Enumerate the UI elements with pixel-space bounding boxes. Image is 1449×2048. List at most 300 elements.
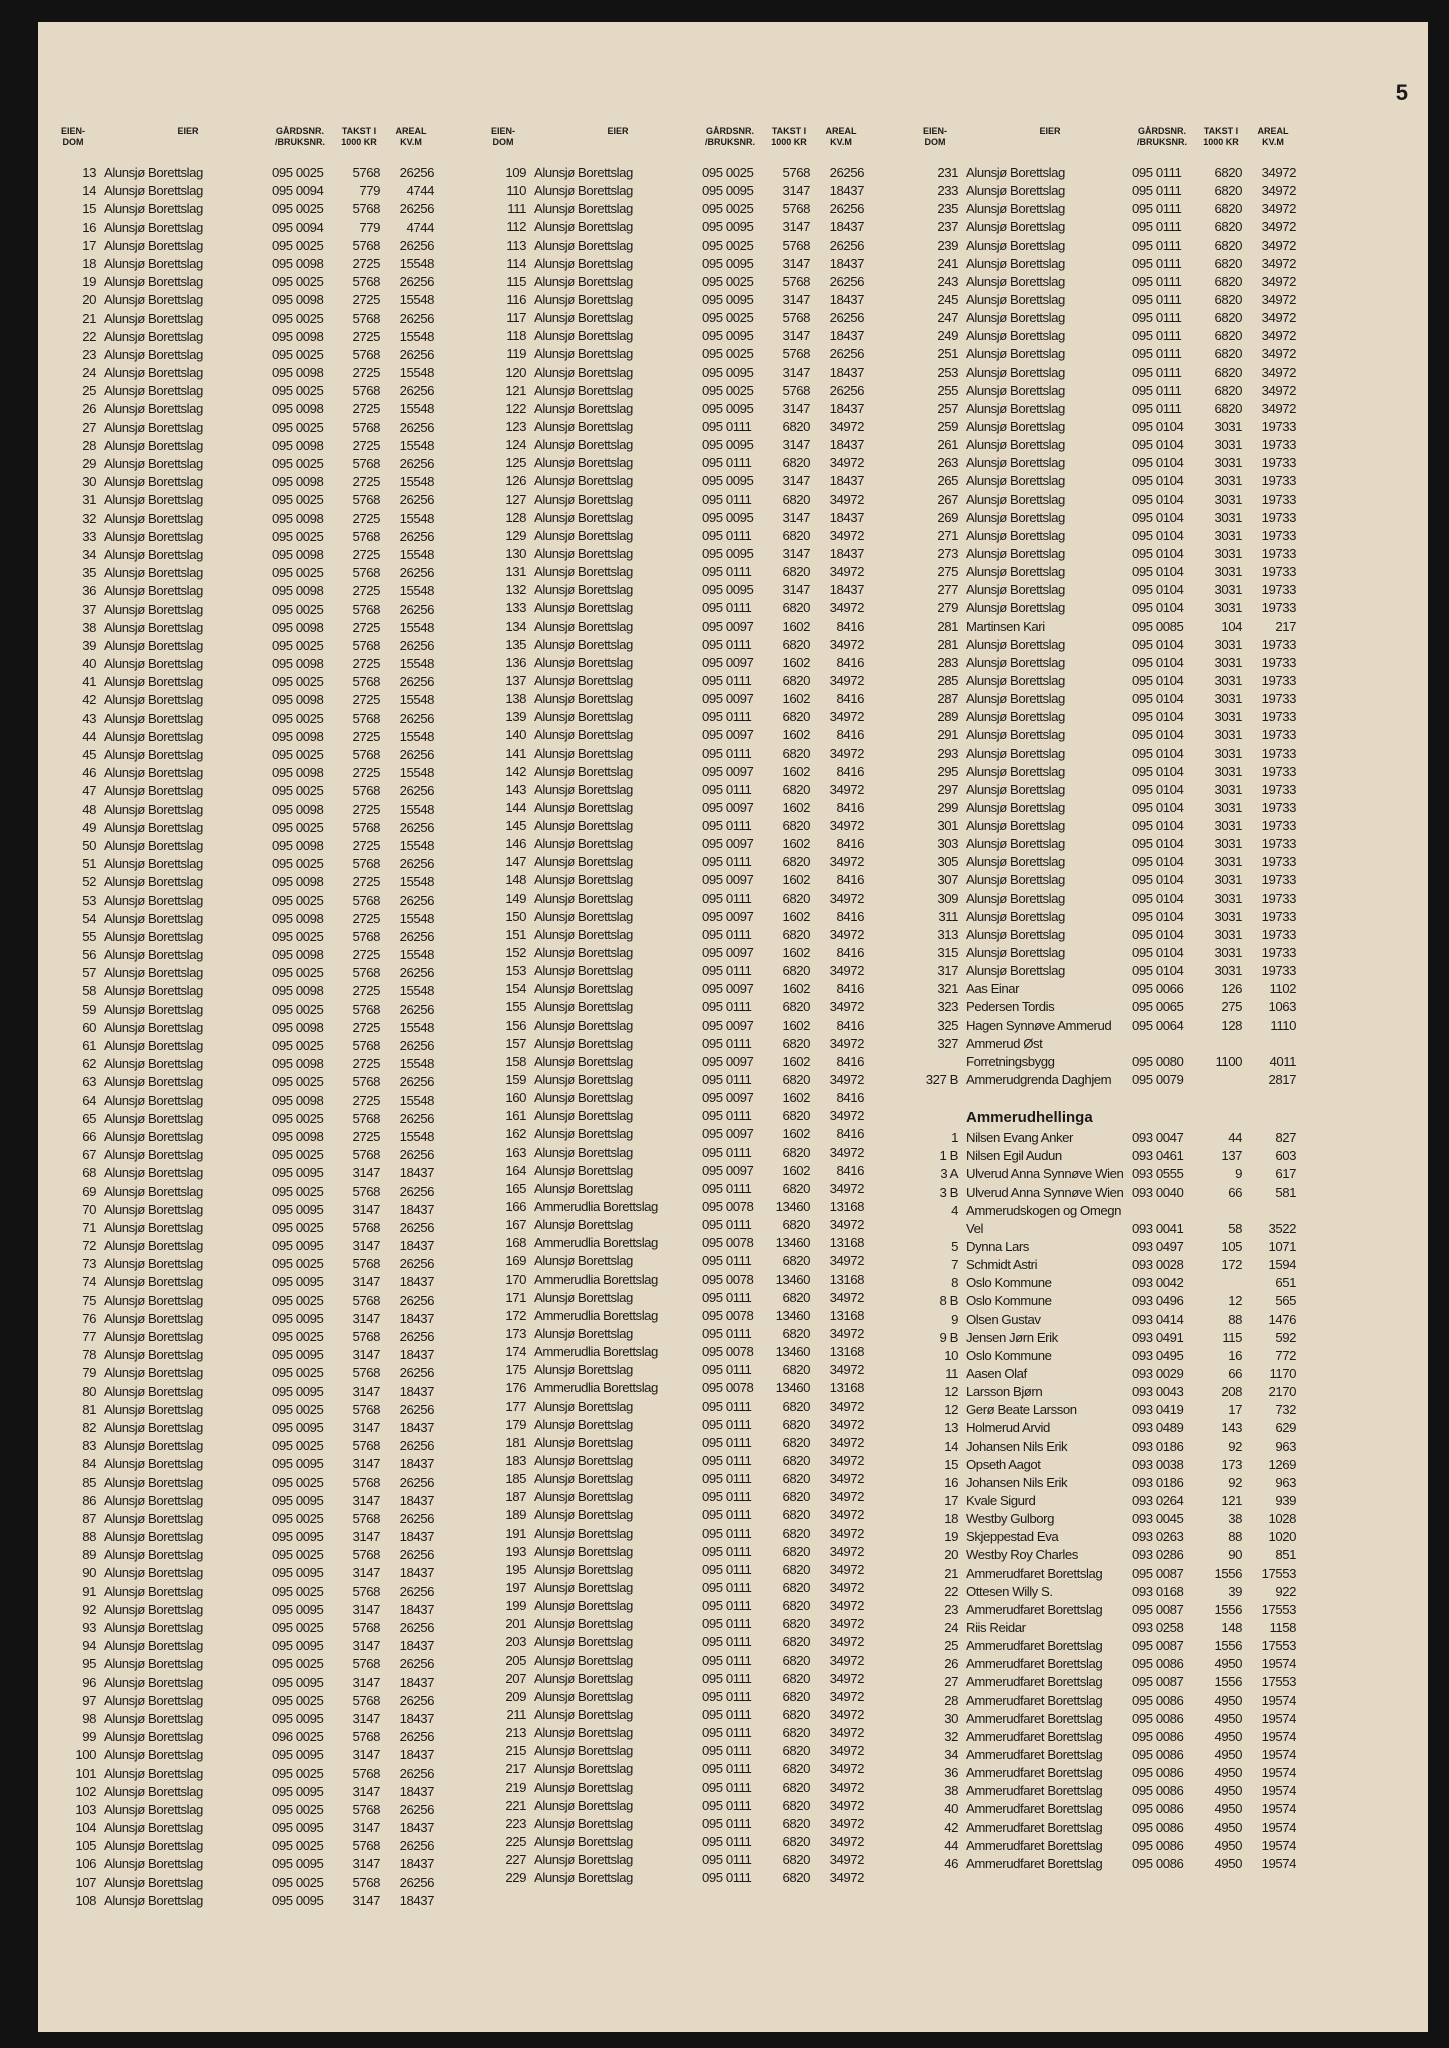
header-eiendom: EIEN- DOM [60, 126, 85, 147]
table-row [910, 1165, 1380, 1183]
gardsnr-cell: 093 0045 [1132, 1511, 1184, 1527]
takst-cell: 6820 [1214, 273, 1242, 289]
gardsnr-cell: 095 0025 [272, 1329, 324, 1344]
eier-cell: Alunsjø Borettslag [534, 310, 633, 326]
table-row [478, 1379, 923, 1397]
eier-cell: Ammerudfaret Borettslag [966, 1728, 1103, 1744]
table-row [48, 164, 488, 182]
table-row [478, 1869, 923, 1887]
gardsnr-cell: 095 0104 [1132, 509, 1184, 525]
takst-cell: 2725 [352, 1019, 380, 1035]
areal-cell: 18437 [399, 1165, 434, 1181]
eier-cell: Alunsjø Borettslag [534, 273, 633, 289]
areal-cell: 19733 [1261, 527, 1296, 543]
eier-cell: Alunsjø Borettslag [104, 456, 203, 471]
takst-cell: 3147 [782, 364, 810, 380]
takst-cell: 3147 [782, 183, 810, 199]
gardsnr-cell: 095 0111 [702, 1289, 752, 1305]
table-row [910, 400, 1380, 418]
eier-cell: Alunsjø Borettslag [534, 745, 633, 761]
takst-cell: 5768 [352, 819, 380, 835]
areal-cell: 26256 [399, 1365, 434, 1381]
eiendom-cell: 146 [505, 836, 526, 852]
eiendom-cell: 54 [82, 910, 96, 926]
eiendom-cell: 241 [937, 255, 958, 271]
gardsnr-cell: 095 0098 [272, 255, 324, 271]
eiendom-cell: 3 B [939, 1184, 958, 1200]
gardsnr-cell: 095 0095 [702, 509, 754, 525]
table-row [478, 400, 923, 418]
areal-cell: 34972 [1261, 310, 1296, 326]
table-row [478, 908, 923, 926]
table-row [478, 1488, 923, 1506]
table-rows [910, 1129, 1380, 1873]
gardsnr-cell: 095 0098 [272, 474, 324, 490]
takst-cell: 3147 [352, 1238, 380, 1254]
takst-cell: 6820 [782, 1743, 810, 1759]
gardsnr-cell: 093 0414 [1132, 1311, 1184, 1327]
takst-cell: 5768 [352, 1147, 380, 1163]
eiendom-cell: 181 [505, 1434, 526, 1450]
table-row [910, 1837, 1380, 1855]
gardsnr-cell: 095 0111 [702, 1670, 752, 1686]
table-row [478, 998, 923, 1016]
areal-cell: 18437 [399, 1747, 434, 1763]
takst-cell: 12 [1228, 1293, 1242, 1309]
eiendom-cell: 144 [505, 799, 526, 815]
eier-cell: Alunsjø Borettslag [104, 1529, 203, 1545]
eier-cell: Alunsjø Borettslag [534, 818, 633, 834]
areal-cell: 34972 [829, 1815, 864, 1831]
takst-cell: 3031 [1214, 636, 1242, 652]
gardsnr-cell: 095 0111 [702, 1688, 752, 1704]
gardsnr-cell: 095 0111 [702, 1253, 752, 1269]
eier-cell: Alunsjø Borettslag [534, 1144, 633, 1160]
table-row [48, 673, 488, 691]
takst-cell: 3031 [1214, 582, 1242, 598]
eiendom-cell: 34 [82, 546, 96, 562]
gardsnr-cell: 095 0097 [702, 836, 754, 852]
table-row [48, 1037, 488, 1055]
eiendom-cell: 113 [506, 237, 526, 253]
table-row [910, 745, 1380, 763]
table-row [48, 1874, 488, 1892]
gardsnr-cell: 095 0095 [272, 1201, 324, 1217]
eier-cell: Alunsjø Borettslag [104, 1329, 203, 1344]
areal-cell: 8416 [836, 1053, 864, 1069]
table-row [910, 1035, 1380, 1053]
takst-cell: 2725 [352, 474, 380, 490]
gardsnr-cell: 095 0025 [272, 1110, 324, 1126]
gardsnr-cell: 095 0095 [702, 364, 754, 380]
areal-cell: 34972 [1261, 237, 1296, 253]
table-row [48, 1819, 488, 1837]
gardsnr-cell: 095 0104 [1132, 872, 1184, 888]
eiendom-cell: 67 [82, 1147, 96, 1163]
areal-cell: 8416 [836, 1162, 864, 1178]
areal-cell: 1063 [1268, 999, 1296, 1015]
eiendom-cell: 225 [505, 1833, 526, 1849]
table-row [478, 255, 923, 273]
takst-cell: 5768 [352, 1620, 380, 1635]
areal-cell: 34972 [829, 818, 864, 834]
eiendom-cell: 307 [937, 872, 958, 888]
eier-cell: Alunsjø Borettslag [104, 1492, 203, 1508]
takst-cell: 6820 [1214, 255, 1242, 271]
eier-cell: Alunsjø Borettslag [104, 601, 203, 617]
eier-cell: Alunsjø Borettslag [104, 1801, 203, 1817]
areal-cell: 15548 [399, 765, 434, 781]
table-row [478, 382, 923, 400]
eiendom-cell: 120 [505, 364, 526, 380]
areal-cell: 26256 [829, 237, 864, 253]
areal-cell: 26256 [399, 601, 434, 617]
takst-cell: 3147 [352, 1856, 380, 1872]
takst-cell: 5768 [352, 1510, 380, 1526]
eier-cell: Riis Reidar [966, 1619, 1026, 1635]
eier-cell: Alunsjø Borettslag [104, 1365, 203, 1381]
takst-cell: 5768 [352, 165, 380, 180]
table-row [48, 237, 488, 255]
takst-cell: 4950 [1214, 1692, 1242, 1708]
gardsnr-cell: 095 0025 [702, 237, 754, 253]
eiendom-cell: 108 [75, 1892, 96, 1908]
takst-cell: 6820 [782, 926, 810, 942]
gardsnr-cell: 095 0111 [1132, 183, 1182, 199]
takst-cell: 5768 [782, 382, 810, 398]
eier-cell: Ammerudfaret Borettslag [966, 1601, 1103, 1617]
gardsnr-cell: 095 0097 [702, 618, 754, 634]
table-row [48, 528, 488, 546]
areal-cell: 34972 [829, 1471, 864, 1487]
areal-cell: 19733 [1261, 799, 1296, 815]
areal-cell: 18437 [399, 1892, 434, 1908]
areal-cell: 26256 [399, 1256, 434, 1272]
table-row [910, 527, 1380, 545]
eier-cell: Alunsjø Borettslag [966, 183, 1065, 199]
eiendom-cell: 145 [505, 818, 526, 834]
takst-cell: 6820 [1214, 400, 1242, 416]
eier-cell: Alunsjø Borettslag [534, 999, 633, 1015]
gardsnr-cell: 095 0097 [702, 981, 754, 997]
table-row [910, 1746, 1380, 1764]
table-row [910, 1565, 1380, 1583]
table-row [910, 1819, 1380, 1837]
table-row [478, 1107, 923, 1125]
areal-cell: 15548 [399, 583, 434, 599]
table-row [910, 1528, 1380, 1546]
areal-cell: 34972 [1261, 219, 1296, 235]
eier-cell: Alunsjø Borettslag [966, 545, 1065, 561]
gardsnr-cell: 095 0098 [272, 1019, 324, 1035]
areal-cell: 34972 [829, 1598, 864, 1614]
table-row [910, 944, 1380, 962]
takst-cell: 4950 [1214, 1765, 1242, 1781]
eier-cell: Alunsjø Borettslag [534, 527, 633, 543]
table-row [48, 946, 488, 964]
table-row [910, 1401, 1380, 1419]
table-row [910, 1637, 1380, 1655]
eiendom-cell: 23 [944, 1601, 958, 1617]
takst-cell: 3031 [1214, 418, 1242, 434]
table-row [48, 273, 488, 291]
gardsnr-cell: 095 0095 [702, 219, 754, 235]
gardsnr-cell: 093 0028 [1132, 1257, 1184, 1273]
table-row [910, 1311, 1380, 1329]
eier-cell: Ulverud Anna Synnøve Wien [966, 1166, 1124, 1182]
eier-cell: Alunsjø Borettslag [104, 365, 203, 381]
areal-cell: 26256 [829, 165, 864, 180]
eiendom-cell: 303 [937, 836, 958, 852]
table-row [910, 1619, 1380, 1637]
eier-cell: Alunsjø Borettslag [534, 799, 633, 815]
table-row [478, 527, 923, 545]
table-row [48, 1455, 488, 1473]
eiendom-cell: 21 [944, 1565, 958, 1581]
eiendom-cell: 89 [82, 1547, 96, 1563]
gardsnr-cell: 095 0111 [702, 564, 752, 580]
eier-cell: Alunsjø Borettslag [104, 492, 203, 508]
eier-cell: Alunsjø Borettslag [534, 1561, 633, 1577]
gardsnr-cell: 095 0025 [272, 1547, 324, 1563]
takst-cell: 5768 [352, 601, 380, 617]
eier-cell: Alunsjø Borettslag [534, 545, 633, 561]
eier-cell: Oslo Kommune [966, 1275, 1052, 1291]
areal-cell: 19733 [1261, 654, 1296, 670]
eier-cell: Ammerudskogen og Omegn [966, 1202, 1122, 1218]
eiendom-cell: 16 [944, 1474, 958, 1490]
eiendom-cell: 243 [937, 273, 958, 289]
areal-cell: 19733 [1261, 818, 1296, 834]
table-row [48, 1510, 488, 1528]
takst-cell: 6820 [782, 1670, 810, 1686]
gardsnr-cell: 095 0094 [272, 219, 324, 235]
table-row [48, 473, 488, 491]
eier-cell: Alunsjø Borettslag [104, 910, 203, 926]
takst-cell: 5768 [352, 1401, 380, 1417]
takst-cell: 1602 [782, 1162, 810, 1178]
takst-cell: 5768 [352, 1874, 380, 1890]
eiendom-cell: 25 [944, 1638, 958, 1654]
table-row [478, 726, 923, 744]
takst-cell: 3031 [1214, 745, 1242, 761]
table-row [910, 708, 1380, 726]
gardsnr-cell: 095 0111 [702, 1598, 752, 1614]
gardsnr-cell: 095 0097 [702, 872, 754, 888]
table-row [478, 618, 923, 636]
eier-cell: Alunsjø Borettslag [104, 1183, 203, 1199]
takst-cell: 5768 [352, 1074, 380, 1090]
areal-cell: 18437 [399, 1820, 434, 1836]
takst-cell: 2725 [352, 619, 380, 635]
gardsnr-cell: 095 0086 [1132, 1692, 1184, 1708]
areal-cell: 1170 [1269, 1366, 1296, 1381]
areal-cell: 34972 [829, 1452, 864, 1468]
eiendom-cell: 44 [82, 728, 96, 744]
table-row [910, 1456, 1380, 1474]
areal-cell: 18437 [829, 437, 864, 453]
table-row [910, 1583, 1380, 1601]
takst-cell: 58 [1228, 1220, 1242, 1236]
eier-cell: Alunsjø Borettslag [534, 1870, 633, 1886]
eier-cell: Alunsjø Borettslag [104, 1674, 203, 1690]
eier-cell: Ulverud Anna Synnøve Wien [966, 1184, 1124, 1200]
eiendom-cell: 66 [82, 1128, 96, 1144]
areal-cell: 34972 [1261, 165, 1296, 180]
eiendom-cell: 135 [505, 636, 526, 652]
eiendom-cell: 37 [82, 601, 96, 617]
eier-cell: Jensen Jørn Erik [966, 1329, 1058, 1345]
gardsnr-cell: 095 0025 [272, 1874, 324, 1890]
eier-cell: Alunsjø Borettslag [104, 1019, 203, 1035]
eier-cell: Alunsjø Borettslag [966, 564, 1065, 580]
table-row [48, 1492, 488, 1510]
takst-cell: 6820 [782, 1579, 810, 1595]
gardsnr-cell: 095 0025 [272, 928, 324, 944]
eiendom-cell: 327 B [925, 1072, 958, 1088]
eier-cell: Ammerudlia Borettslag [534, 1380, 658, 1396]
eier-cell: Alunsjø Borettslag [966, 963, 1065, 979]
gardsnr-cell: 095 0025 [272, 710, 324, 726]
table-row [910, 237, 1380, 255]
takst-cell: 6820 [1214, 201, 1242, 217]
eiendom-cell: 35 [82, 565, 96, 581]
eier-cell: Alunsjø Borettslag [966, 908, 1065, 924]
eiendom-cell: 36 [82, 583, 96, 599]
eiendom-cell: 107 [75, 1874, 96, 1890]
section-title: Ammerudhellinga [966, 1109, 1093, 1127]
areal-cell: 26256 [829, 273, 864, 289]
table-row [478, 418, 923, 436]
table-row [478, 273, 923, 291]
table-row [48, 1855, 488, 1873]
areal-cell: 34972 [1261, 328, 1296, 344]
table-row [478, 291, 923, 309]
areal-cell: 603 [1275, 1148, 1296, 1164]
eiendom-cell: 267 [937, 491, 958, 507]
eiendom-cell: 99 [82, 1729, 96, 1745]
table-row [478, 654, 923, 672]
areal-cell: 34972 [829, 1525, 864, 1541]
eier-cell: Alunsjø Borettslag [966, 346, 1065, 362]
eier-cell: Alunsjø Borettslag [966, 926, 1065, 942]
table-row [910, 345, 1380, 363]
table-row [48, 837, 488, 855]
table-row [48, 1564, 488, 1582]
gardsnr-cell: 095 0111 [702, 1416, 752, 1432]
gardsnr-cell: 095 0111 [702, 1452, 752, 1468]
table-row [48, 910, 488, 928]
eier-cell: Alunsjø Borettslag [966, 165, 1065, 180]
eiendom-cell: 7 [951, 1257, 958, 1273]
eiendom-cell: 305 [937, 854, 958, 870]
areal-cell: 15548 [399, 510, 434, 526]
table-rows [478, 164, 923, 1887]
eiendom-cell: 231 [937, 165, 958, 180]
table-row [48, 1128, 488, 1146]
areal-cell: 13168 [829, 1307, 864, 1323]
gardsnr-cell: 095 0111 [702, 1035, 752, 1051]
header-takst: TAKST I 1000 KR [1203, 126, 1239, 147]
table-row [910, 1655, 1380, 1673]
eiendom-cell: 261 [937, 437, 958, 453]
gardsnr-cell: 095 0111 [702, 890, 752, 906]
gardsnr-cell: 095 0025 [272, 1219, 324, 1235]
gardsnr-cell: 095 0104 [1132, 527, 1184, 543]
table-row [48, 491, 488, 509]
gardsnr-cell: 095 0025 [272, 965, 324, 981]
areal-cell: 772 [1275, 1347, 1296, 1363]
takst-cell: 6820 [782, 890, 810, 906]
table-row [478, 327, 923, 345]
eiendom-cell: 82 [82, 1419, 96, 1435]
eiendom-cell: 139 [505, 709, 526, 725]
eiendom-cell: 77 [82, 1329, 96, 1344]
gardsnr-cell: 095 0111 [702, 1634, 752, 1650]
areal-cell: 15548 [399, 474, 434, 490]
eiendom-cell: 133 [505, 600, 526, 616]
header-eier: EIER [1039, 126, 1061, 136]
takst-cell: 6820 [782, 1471, 810, 1487]
gardsnr-cell: 095 0097 [702, 1017, 754, 1033]
eier-cell: Westby Gulborg [966, 1511, 1055, 1527]
eiendom-cell: 161 [505, 1108, 526, 1124]
takst-cell: 5768 [352, 346, 380, 362]
areal-cell: 8416 [836, 654, 864, 670]
gardsnr-cell: 095 0111 [1132, 310, 1182, 326]
eiendom-cell: 134 [505, 618, 526, 634]
takst-cell: 2725 [352, 1128, 380, 1144]
column-2 [478, 126, 923, 1887]
eier-cell: Alunsjø Borettslag [534, 1126, 633, 1142]
areal-cell: 8416 [836, 836, 864, 852]
eiendom-cell: 271 [937, 527, 958, 543]
table-row [48, 310, 488, 328]
eier-cell: Alunsjø Borettslag [966, 691, 1065, 707]
gardsnr-cell: 095 0111 [702, 926, 752, 942]
table-row [48, 510, 488, 528]
eier-cell: Alunsjø Borettslag [104, 619, 203, 635]
takst-cell: 5768 [352, 1365, 380, 1381]
areal-cell: 34972 [1261, 364, 1296, 380]
takst-cell: 104 [1221, 618, 1242, 634]
header-gardsnr: GÅRDSNR. /BRUKSNR. [274, 126, 325, 147]
eiendom-cell: 164 [505, 1162, 526, 1178]
table-row [48, 1183, 488, 1201]
table-row [48, 1674, 488, 1692]
areal-cell: 18437 [829, 291, 864, 307]
takst-cell: 6820 [1214, 165, 1242, 180]
table-row [910, 382, 1380, 400]
eier-cell: Alunsjø Borettslag [966, 654, 1065, 670]
takst-cell: 3031 [1214, 473, 1242, 489]
areal-cell: 18437 [399, 1383, 434, 1399]
eier-cell: Alunsjø Borettslag [534, 1416, 633, 1432]
areal-cell: 26256 [399, 637, 434, 653]
takst-cell: 3147 [352, 1747, 380, 1763]
eier-cell: Alunsjø Borettslag [104, 437, 203, 453]
gardsnr-cell: 095 0025 [272, 492, 324, 508]
eier-cell: Alunsjø Borettslag [104, 1092, 203, 1108]
areal-cell: 19574 [1261, 1783, 1296, 1799]
table-row [48, 1728, 488, 1746]
gardsnr-cell: 093 0043 [1132, 1384, 1184, 1400]
gardsnr-cell: 095 0086 [1132, 1837, 1184, 1853]
table-row [910, 491, 1380, 509]
table-row [478, 708, 923, 726]
eiendom-cell: 111 [507, 201, 526, 217]
eier-cell: Johansen Nils Erik [966, 1438, 1068, 1454]
